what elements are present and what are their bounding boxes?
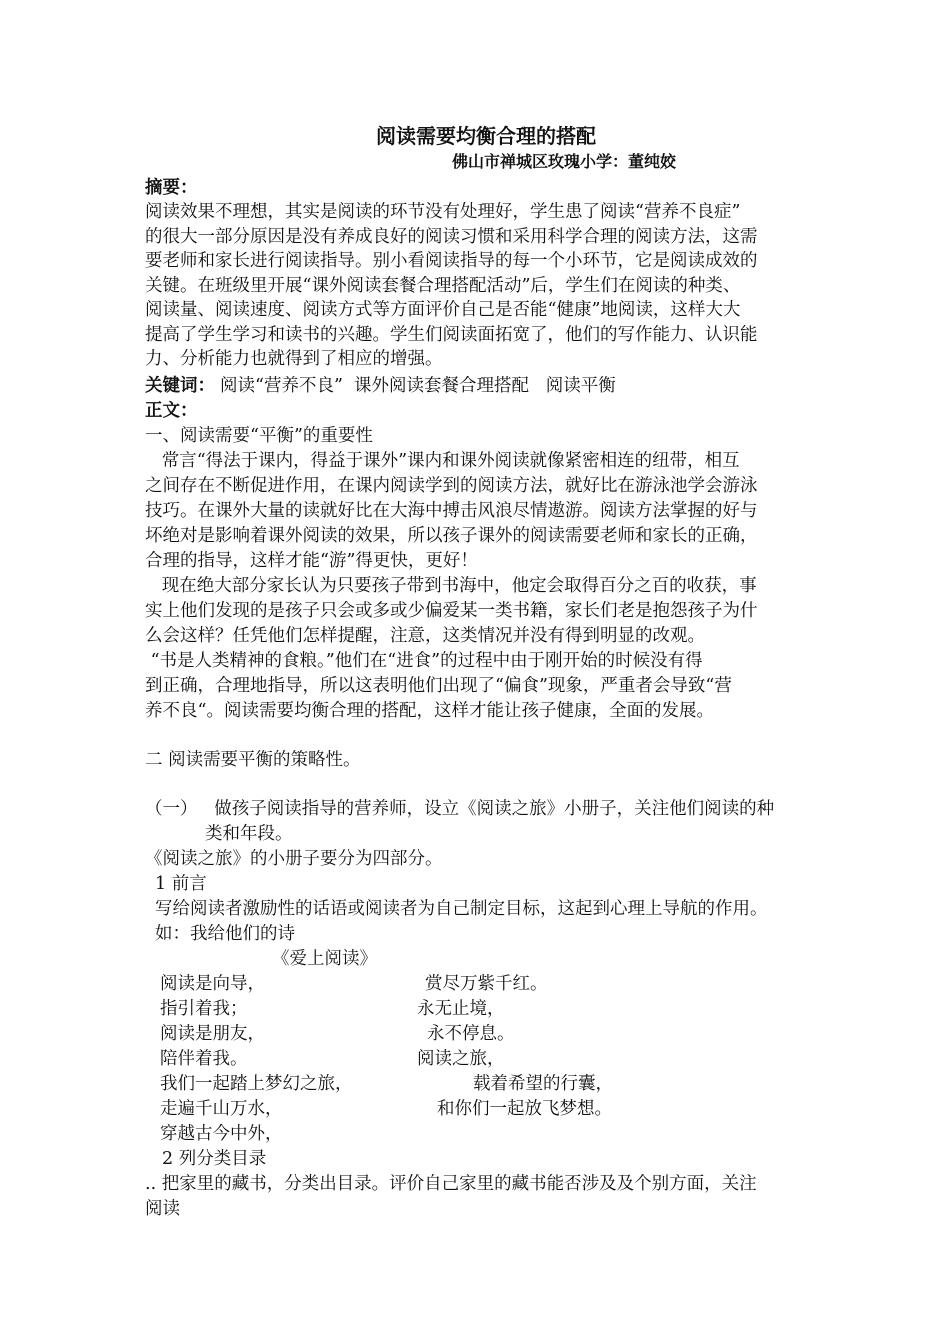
poem-line: 阅读之旅， [417, 1049, 505, 1069]
paragraph-line: 么会这样？任凭他们怎样提醒，注意，这类情况并没有得到明显的改观。 [145, 626, 705, 646]
paragraph-line: .. 把家里的藏书，分类出目录。评价自己家里的藏书能否涉及及个别方面，关注 [145, 1174, 757, 1194]
poem-line: 穿越古今中外， [160, 1124, 283, 1144]
abstract-line: 的很大一部分原因是没有养成良好的阅读习惯和采用科学合理的阅读方法，这需 [145, 227, 758, 247]
paragraph-line: 阅读 [145, 1199, 180, 1219]
paragraph-line: 如：我给他们的诗 [155, 924, 295, 944]
paragraph-line: 到正确，合理地指导，所以这表明他们出现了“偏食”现象，严重者会导致“营 [145, 676, 732, 696]
poem-line: 阅读是朋友， [160, 1024, 265, 1044]
paragraph-line: 技巧。在课外大量的读就好比在大海中搏击风浪尽情遨游。阅读方法掌握的好与 [145, 501, 758, 521]
paragraph-line: 常言“得法于课内，得益于课外”课内和课外阅读就像紧密相连的纽带，相互 [145, 451, 740, 471]
body-label: 正文： [145, 401, 198, 421]
abstract-line: 要老师和家长进行阅读指导。别小看阅读指导的每一个小环节，它是阅读成效的 [145, 251, 758, 271]
paragraph-line: 坏绝对是影响着课外阅读的效果，所以孩子课外的阅读需要老师和家长的正确， [145, 526, 758, 546]
poem-title: 《爱上阅读》 [272, 949, 377, 969]
paragraph-line: 养不良“。阅读需要均衡合理的搭配，这样才能让孩子健康，全面的发展。 [145, 701, 714, 721]
keywords-text: 阅读“营养不良” 课外阅读套餐合理搭配 阅读平衡 [220, 376, 616, 396]
author-line: 佛山市禅城区玫瑰小学：董纯姣 [452, 152, 677, 171]
poem-line: 赏尽万紫千红。 [425, 974, 548, 994]
poem-line: 永无止境， [417, 999, 505, 1019]
abstract-line: 阅读量、阅读速度、阅读方式等方面评价自己是否能“健康”地阅读，这样大大 [145, 300, 741, 320]
paragraph-line: 合理的指导，这样才能“游”得更快，更好！ [145, 551, 478, 571]
poem-line: 指引着我； [160, 999, 248, 1019]
section-heading: 一、阅读需要“平衡”的重要性 [145, 426, 373, 446]
subsection-heading: 1 前言 [155, 874, 207, 894]
document-title: 阅读需要均衡合理的搭配 [376, 124, 596, 148]
poem-line: 阅读是向导， [160, 974, 265, 994]
abstract-line: 阅读效果不理想，其实是阅读的环节没有处理好，学生患了阅读“营养不良症” [145, 202, 741, 222]
abstract-label: 摘要： [145, 178, 198, 198]
poem-line: 我们一起踏上梦幻之旅， [160, 1074, 353, 1094]
poem-line: 载着希望的行囊， [473, 1074, 613, 1094]
paragraph-line: 之间存在不断促进作用，在课内阅读学到的阅读方法，就好比在游泳池学会游泳 [145, 476, 758, 496]
poem-line: 和你们一起放飞梦想。 [437, 1099, 612, 1119]
paragraph-line: 《阅读之旅》的小册子要分为四部分。 [145, 849, 443, 869]
section-heading: 二 阅读需要平衡的策略性。 [145, 750, 361, 770]
paragraph-line: 现在绝大部分家长认为只要孩子带到书海中，他定会取得百分之百的收获，事 [145, 576, 757, 596]
poem-line: 陪伴着我。 [160, 1049, 248, 1069]
list-item-continuation: 类和年段。 [205, 824, 293, 844]
paragraph-line: 实上他们发现的是孩子只会或多或少偏爱某一类书籍，家长们老是抱怨孩子为什 [145, 601, 758, 621]
abstract-line: 力、分析能力也就得到了相应的增强。 [145, 349, 443, 369]
abstract-line: 关键。在班级里开展“课外阅读套餐合理搭配活动”后，学生们在阅读的种类、 [145, 276, 741, 296]
paragraph-line: 写给阅读者激励性的话语或阅读者为自己制定目标，这起到心理上导航的作用。 [155, 899, 768, 919]
poem-line: 走遍千山万水， [160, 1099, 283, 1119]
paragraph-line: “书是人类精神的食粮。”他们在“进食”的过程中由于刚开始的时候没有得 [145, 651, 703, 671]
subsection-heading: 2 列分类目录 [162, 1149, 267, 1169]
list-item: （一） 做孩子阅读指导的营养师，设立《阅读之旅》小册子，关注他们阅读的种 [145, 799, 775, 819]
poem-line: 永不停息。 [427, 1024, 515, 1044]
abstract-line: 提高了学生学习和读书的兴趣。学生们阅读面拓宽了，他们的写作能力、认识能 [145, 325, 758, 345]
keywords-label: 关键词： [145, 376, 215, 396]
